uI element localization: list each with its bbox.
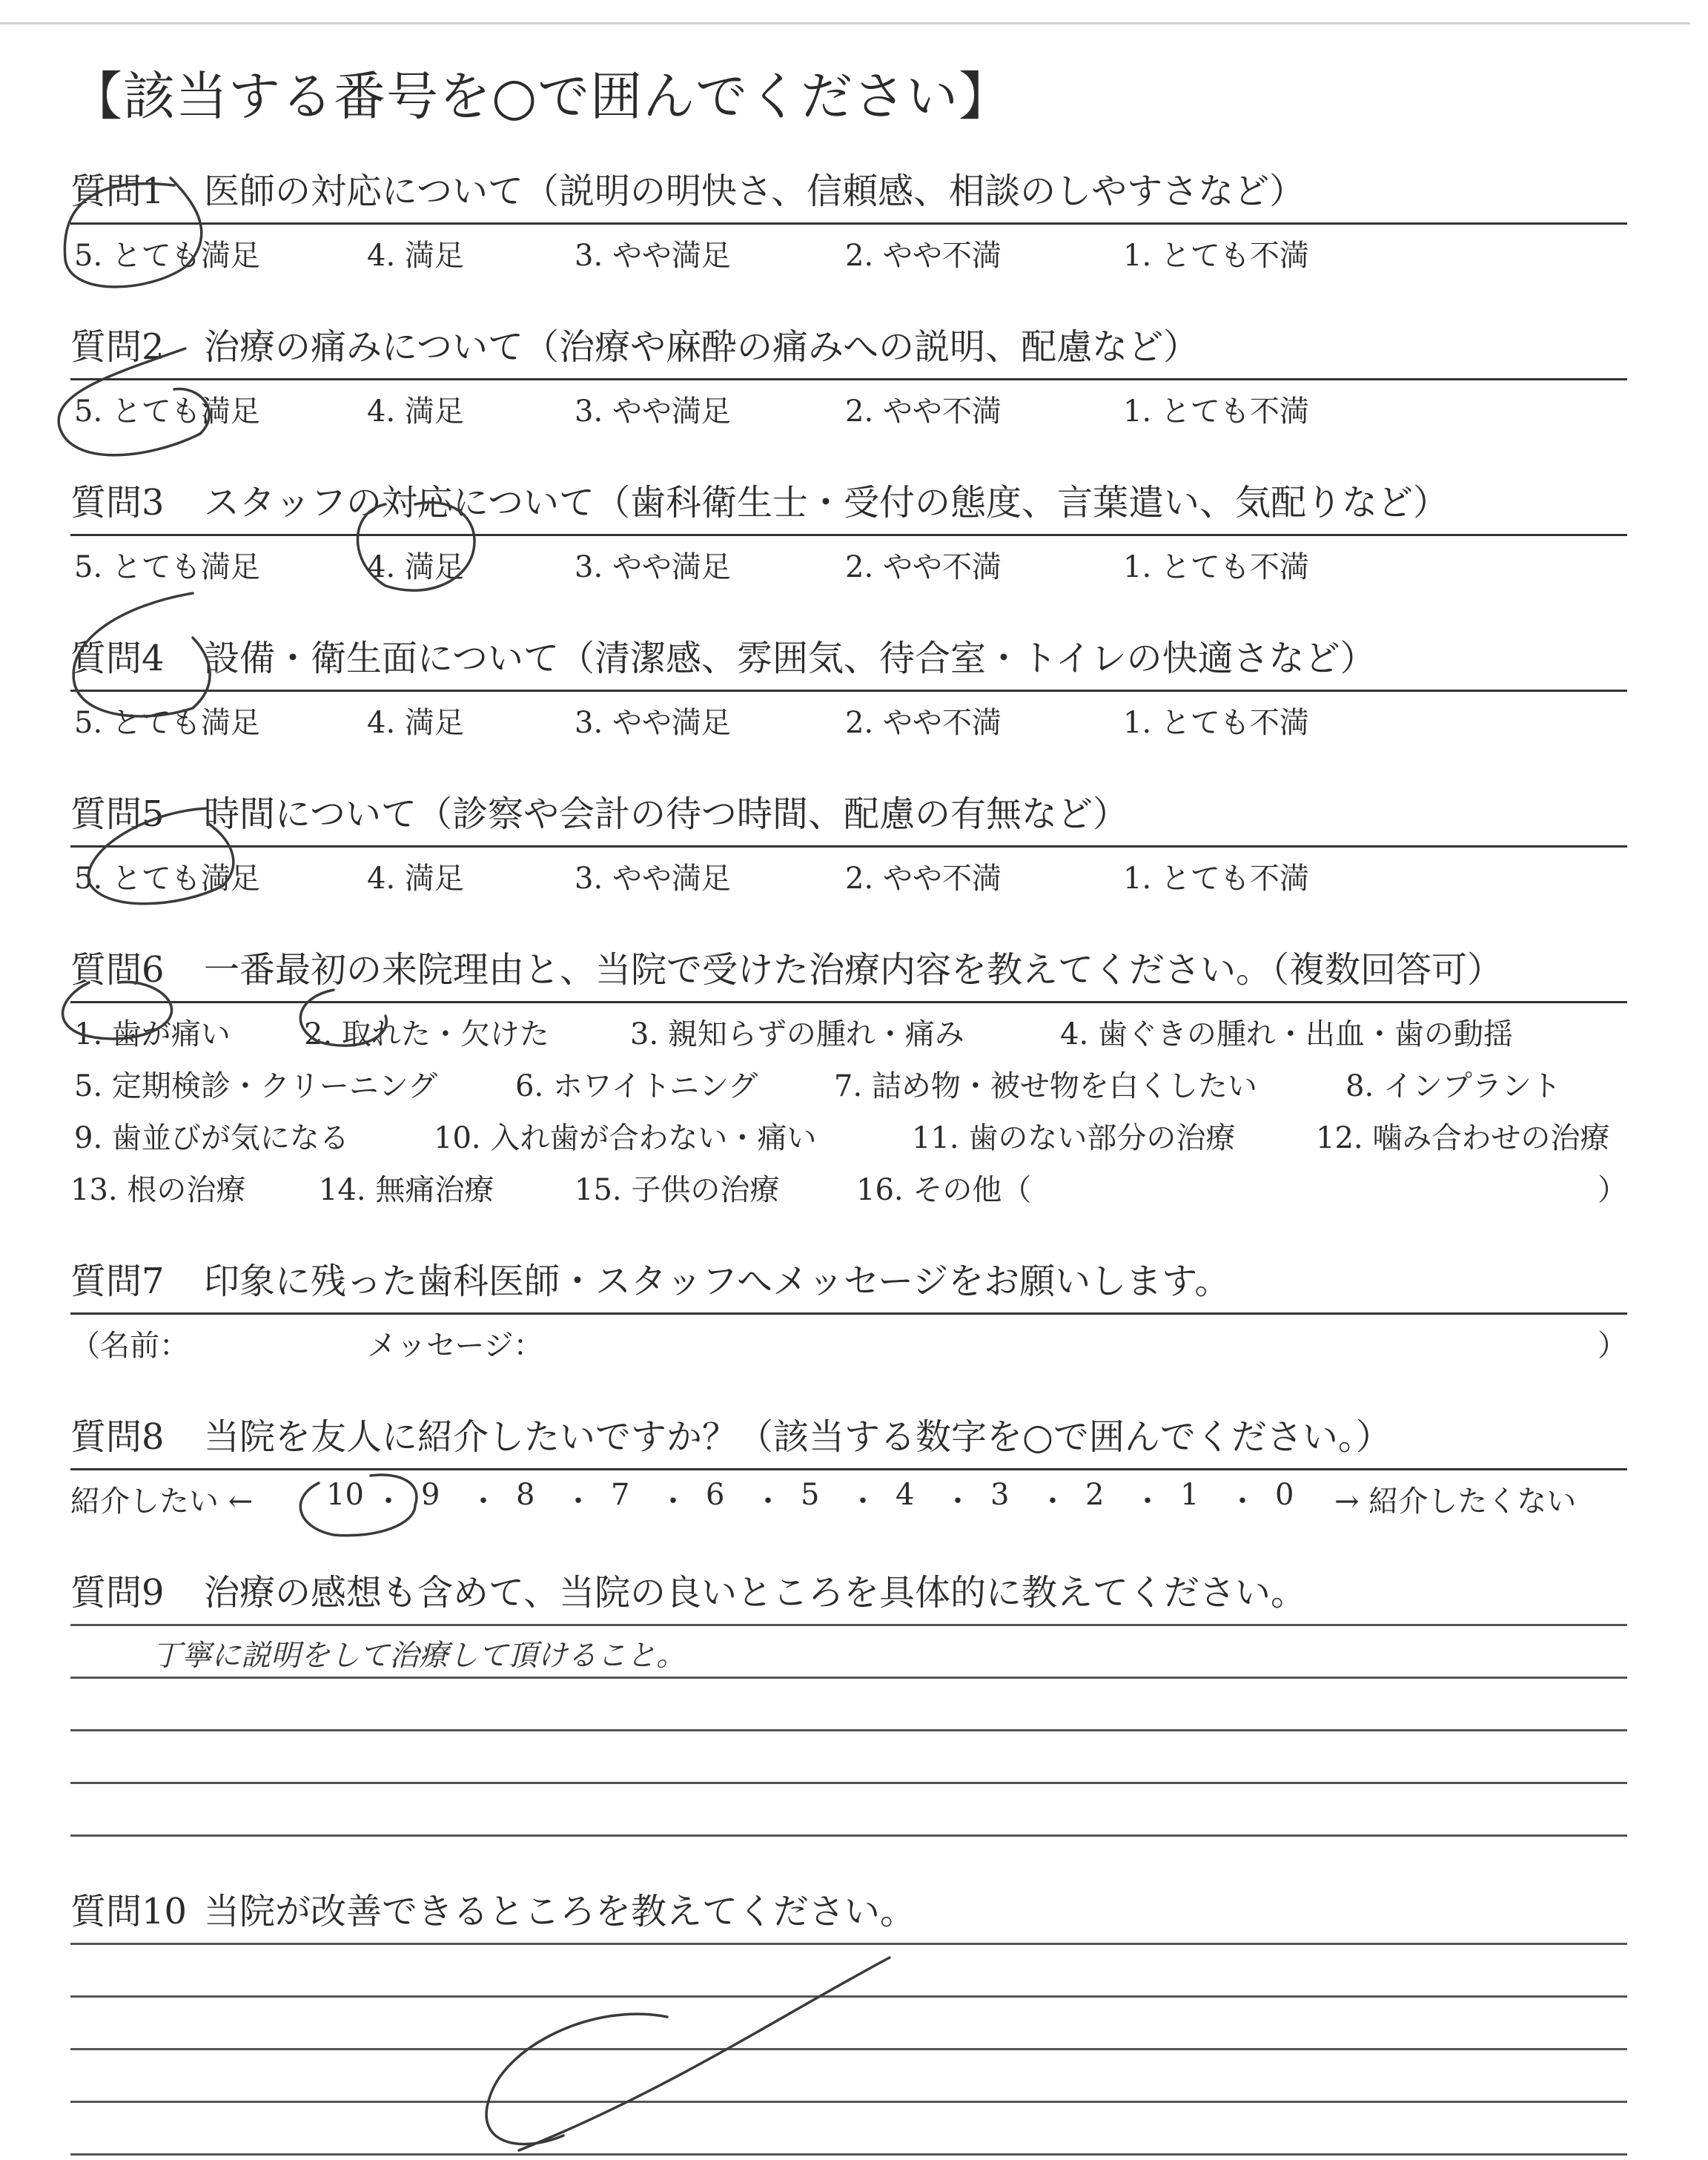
question-text: 一番最初の来院理由と、当院で受けた治療内容を教えてください。（複数回答可） [204,949,1503,991]
question-4 [70,630,1627,739]
treatment-options-row [70,1107,1627,1159]
scale-value[interactable]: 10 [326,1478,364,1512]
scale-separator: ・ [753,1484,783,1519]
rating-option-4[interactable]: 4. 満足 [367,550,464,584]
rating-option-4[interactable]: 4. 満足 [367,239,464,273]
scale-left-label: 紹介したい ← [70,1484,254,1519]
scale-value[interactable]: 7 [611,1478,630,1512]
rating-options [70,380,1627,428]
scale-separator: ・ [658,1484,688,1519]
message-field-label[interactable]: メッセージ： [367,1329,543,1363]
scale-separator: ・ [469,1484,498,1519]
answer-line[interactable] [70,1624,1627,1679]
question-text: 時間について（診察や会計の待つ時間、配慮の有無など） [204,793,1129,835]
question-header [70,475,1627,536]
rating-option-3[interactable]: 3. やや満足 [575,550,731,584]
question-header [70,1409,1627,1470]
question-3 [70,475,1627,584]
treatment-options-row [70,1055,1627,1107]
treatment-option[interactable]: 8. インプラント [1345,1069,1561,1103]
question-label: 質問4 [70,638,165,679]
name-field-label[interactable]: （名前： [70,1329,189,1363]
question-header [70,319,1627,380]
scale-value[interactable]: 2 [1085,1478,1105,1512]
question-label: 質問5 [70,793,165,835]
question-text: 治療の痛みについて（治療や麻酔の痛みへの説明、配慮など） [204,326,1199,368]
handwritten-answer: 丁寧に説明をして治療して頂けること。 [152,1639,686,1673]
scale-value[interactable]: 4 [896,1478,915,1512]
scale-separator: ・ [848,1484,878,1519]
rating-option-5[interactable]: 5. とても満足 [74,239,260,273]
scale-value[interactable]: 9 [421,1478,440,1512]
question-10 [70,1876,1627,2156]
rating-option-1[interactable]: 1. とても不満 [1123,394,1309,429]
question-label: 質問3 [70,482,165,524]
question-header [70,1876,1627,1945]
question-text: 治療の感想も含めて、当院の良いところを具体的に教えてください。 [204,1572,1307,1614]
rating-option-2[interactable]: 2. やや不満 [845,862,1002,896]
treatment-option[interactable]: 10. 入れ歯が合わない・痛い [434,1121,817,1155]
rating-option-2[interactable]: 2. やや不満 [845,706,1002,740]
scale-value[interactable]: 8 [516,1478,535,1512]
question-1 [70,163,1627,272]
question-8 [70,1409,1627,1518]
rating-option-5[interactable]: 5. とても満足 [74,394,260,429]
treatment-option[interactable]: 13. 根の治療 [70,1173,246,1207]
question-7 [70,1253,1627,1362]
rating-option-1[interactable]: 1. とても不満 [1123,550,1309,584]
form-title: 【該当する番号を○で囲んでください】 [70,66,1012,127]
rating-option-3[interactable]: 3. やや満足 [575,239,731,273]
treatment-option[interactable]: 9. 歯並びが気になる [74,1121,349,1155]
rating-options [70,692,1627,739]
treatment-options-row [70,1159,1627,1211]
treatment-option[interactable]: 7. 詰め物・被せ物を白くしたい [834,1069,1257,1103]
close-paren: ） [1598,1329,1627,1363]
question-header [70,630,1627,692]
answer-line[interactable] [70,1679,1627,1731]
question-6 [70,942,1627,1211]
answer-line[interactable] [70,1945,1627,1998]
question-header [70,163,1627,225]
treatment-option[interactable]: 11. 歯のない部分の治療 [912,1121,1236,1155]
treatment-option[interactable]: 6. ホワイトニング [515,1069,758,1103]
question-text: 当院を友人に紹介したいですか？（該当する数字を○で囲んでください。） [204,1416,1391,1458]
treatment-option[interactable]: 3. 親知らずの腫れ・痛み [630,1017,964,1051]
treatment-option[interactable]: 4. 歯ぐきの腫れ・出血・歯の動揺 [1060,1017,1513,1051]
scale-separator: ・ [943,1484,973,1519]
rating-option-2[interactable]: 2. やや不満 [845,239,1002,273]
top-border [0,22,1690,24]
rating-option-2[interactable]: 2. やや不満 [845,394,1002,429]
question-9 [70,1565,1627,1837]
scale-separator: ・ [1133,1484,1162,1519]
rating-option-4[interactable]: 4. 満足 [367,862,464,896]
question-label: 質問8 [70,1416,165,1458]
rating-option-3[interactable]: 3. やや満足 [575,706,731,740]
rating-option-1[interactable]: 1. とても不満 [1123,862,1309,896]
rating-option-5[interactable]: 5. とても満足 [74,862,260,896]
treatment-option[interactable]: 2. 取れた・欠けた [304,1017,549,1051]
rating-option-3[interactable]: 3. やや満足 [575,394,731,429]
question-text: 当院が改善できるところを教えてください。 [204,1891,916,1932]
treatment-option[interactable]: 15. 子供の治療 [575,1173,780,1207]
rating-option-3[interactable]: 3. やや満足 [575,862,731,896]
message-fields [70,1315,1627,1362]
treatment-options-row [70,1003,1627,1055]
scale-right-label: → 紹介したくない [1334,1484,1577,1519]
question-label: 質問9 [70,1572,165,1614]
rating-option-5[interactable]: 5. とても満足 [74,706,260,740]
question-label: 質問6 [70,949,165,991]
treatment-option[interactable]: 12. 噛み合わせの治療 [1316,1121,1610,1155]
scale-value[interactable]: 1 [1180,1478,1199,1512]
scale-separator: ・ [1038,1484,1068,1519]
scale-separator: ・ [563,1484,593,1519]
answer-line[interactable] [70,1998,1627,2050]
question-2 [70,319,1627,428]
question-label: 質問7 [70,1261,165,1302]
treatment-option[interactable]: 5. 定期検診・クリーニング [74,1069,438,1103]
scale-separator: ・ [374,1484,403,1519]
question-header [70,786,1627,848]
question-label: 質問2 [70,326,165,368]
rating-options [70,225,1627,272]
rating-option-1[interactable]: 1. とても不満 [1123,706,1309,740]
question-text: 印象に残った歯科医師・スタッフへメッセージをお願いします。 [204,1261,1231,1302]
recommend-scale [70,1470,1627,1518]
question-header [70,942,1627,1003]
scale-value[interactable]: 6 [706,1478,725,1512]
rating-option-4[interactable]: 4. 満足 [367,706,464,740]
scale-value[interactable]: 0 [1275,1478,1294,1512]
question-text: 医師の対応について（説明の明快さ、信頼感、相談のしやすさなど） [204,171,1305,212]
rating-option-2[interactable]: 2. やや不満 [845,550,1002,584]
scale-separator: ・ [1228,1484,1257,1519]
answer-line[interactable] [70,2103,1627,2156]
close-paren: ） [1598,1173,1627,1207]
treatment-option-other[interactable]: 16. その他（ [856,1173,1032,1207]
treatment-option[interactable]: 1. 歯が痛い [74,1017,231,1051]
question-text: 設備・衛生面について（清潔感、雰囲気、待合室・トイレの快適さなど） [204,638,1376,679]
scale-value[interactable]: 5 [801,1478,820,1512]
scale-value[interactable]: 3 [990,1478,1010,1512]
rating-option-4[interactable]: 4. 満足 [367,394,464,429]
rating-option-5[interactable]: 5. とても満足 [74,550,260,584]
question-header [70,1565,1627,1624]
question-text: スタッフの対応について（歯科衛生士・受付の態度、言葉遣い、気配りなど） [204,482,1449,524]
question-label: 質問1 [70,171,165,212]
question-5 [70,786,1627,895]
answer-line[interactable] [70,1731,1627,1784]
treatment-option[interactable]: 14. 無痛治療 [319,1173,494,1207]
answer-line[interactable] [70,1784,1627,1837]
rating-option-1[interactable]: 1. とても不満 [1123,239,1309,273]
question-header [70,1253,1627,1315]
answer-line[interactable] [70,2050,1627,2103]
rating-options [70,848,1627,895]
rating-options [70,536,1627,584]
question-label: 質問10 [70,1891,188,1932]
